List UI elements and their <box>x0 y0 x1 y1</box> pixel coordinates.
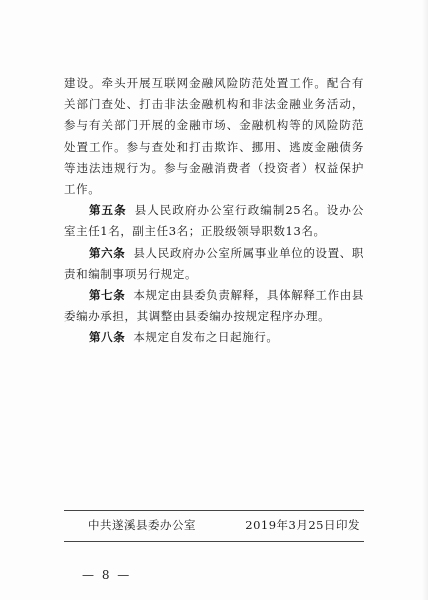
scan-shadow <box>422 0 428 600</box>
article-7 <box>64 285 364 327</box>
page-number: — 8 — <box>82 568 132 582</box>
footer-issuer: 中共遂溪县委办公室 <box>88 518 196 532</box>
issuance-footer <box>64 517 364 533</box>
article-text: 县人民政府办公室所属事业单位的设置、职责和编制事项另行规定。 <box>64 245 364 281</box>
article-label: 第七条 <box>89 288 126 303</box>
article-label: 第八条 <box>89 330 126 345</box>
footer-bottom-rule <box>64 541 364 542</box>
article-6 <box>64 243 364 285</box>
footer-top-rule <box>64 510 364 511</box>
article-text: 本规定由县委负责解释，具体解释工作由县委编办承担，其调整由县委编办按规定程序办理。 <box>64 288 364 324</box>
article-8 <box>64 327 364 348</box>
document-body <box>64 73 364 349</box>
article-text: 县人民政府办公室行政编制25名。设办公室主任1名，副主任3名；正股级领导职数13名。 <box>64 203 365 239</box>
paragraph-continuation <box>64 73 364 200</box>
footer-date: 2019年3月25日印发 <box>245 518 360 532</box>
article-5 <box>64 200 364 242</box>
article-label: 第五条 <box>89 203 127 218</box>
article-label: 第六条 <box>89 245 126 260</box>
paragraph-text: 建设。牵头开展互联网金融风险防范处置工作。配合有关部门查处、打击非法金融机构和非法金融业务活动，参与有关部门开展的金融市场、金融机构等的风险防范处置工作。参与查处和打击欺诈、挪用、逃废金融债务等违法违规行为。参与金融消费者（投资者）权益保护工作。 <box>64 76 364 197</box>
article-text: 本规定自发布之日起施行。 <box>133 330 279 345</box>
